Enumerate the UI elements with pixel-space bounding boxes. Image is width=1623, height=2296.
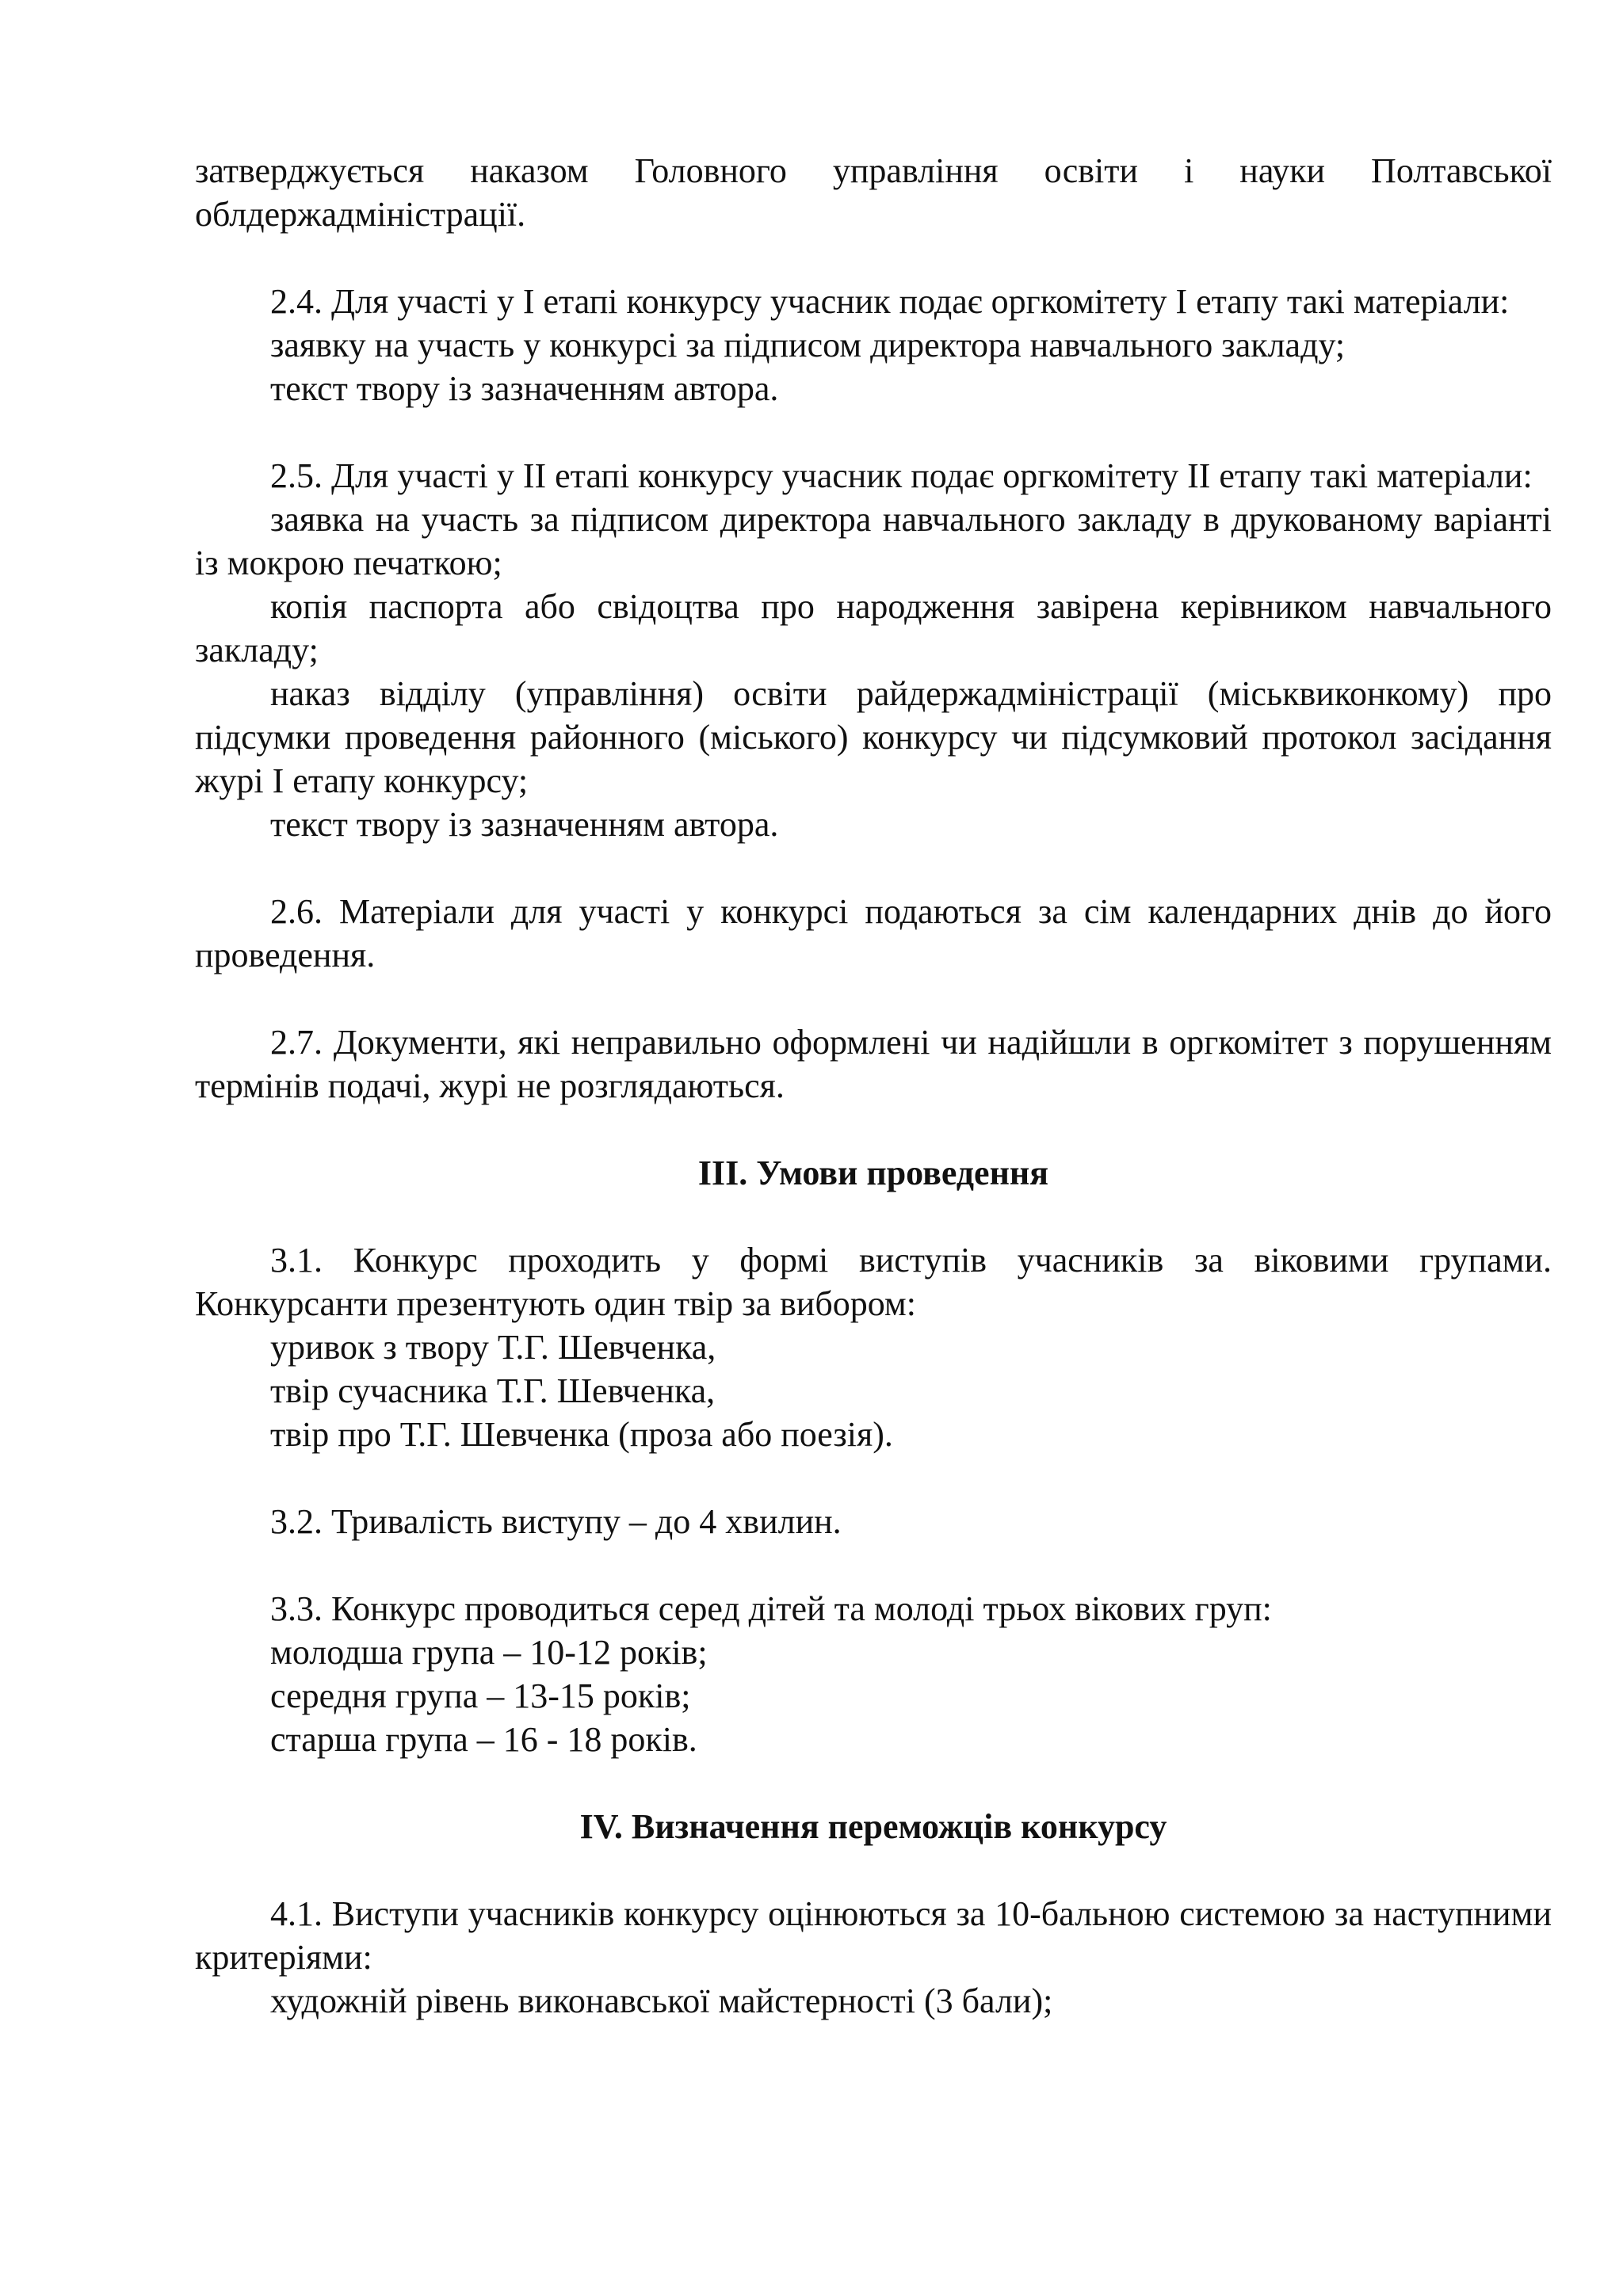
paragraph-2-6: 2.6. Матеріали для участі у конкурсі подаються за сім календарних днів до його проведення.	[195, 892, 1552, 974]
list-item: молодша група – 10-12 років;	[270, 1633, 708, 1672]
section-heading-iii: III. Умови проведення	[697, 1154, 1049, 1192]
document-page	[195, 149, 1552, 2023]
paragraph-2-4: 2.4. Для участі у I етапі конкурсу учасник подає оргкомітету I етапу такі матеріали:	[270, 282, 1510, 321]
list-item: заявку на участь у конкурсі за підписом директора навчального закладу;	[270, 326, 1346, 364]
paragraph-2-5: 2.5. Для участі у II етапі конкурсу учасник подає оргкомітету II етапу такі матеріали:	[270, 456, 1533, 495]
list-item: текст твору із зазначенням автора.	[270, 369, 779, 408]
paragraph-3-3: 3.3. Конкурс проводиться серед дітей та молоді трьох вікових груп:	[270, 1589, 1272, 1628]
list-item: художній рівень виконавської майстерності (3 бали);	[270, 1981, 1053, 2020]
list-item: твір про Т.Г. Шевченка (проза або поезія).	[270, 1415, 893, 1454]
list-item: твір сучасника Т.Г. Шевченка,	[270, 1371, 716, 1410]
list-item: наказ відділу (управління) освіти райдержадміністрації (міськвиконкому) про підсумки проведення районного (міського) конкурсу чи підсумковий протокол засідання журі I етапу конкурсу;	[195, 674, 1552, 800]
paragraph-intro: затверджується наказом Головного управління освіти і науки Полтавської облдержадміністрації.	[195, 151, 1552, 234]
paragraph-3-1: 3.1. Конкурс проходить у формі виступів учасників за віковими групами. Конкурсанти презентують один твір за вибором:	[195, 1241, 1552, 1323]
list-item: старша група – 16 - 18 років.	[270, 1720, 697, 1759]
list-item: уривок з твору Т.Г. Шевченка,	[270, 1328, 716, 1367]
list-item: заявка на участь за підписом директора навчального закладу в друкованому варіанті із мокрою печаткою;	[195, 500, 1552, 582]
paragraph-2-7: 2.7. Документи, які неправильно оформлені чи надійшли в оргкомітет з порушенням термінів подачі, журі не розглядаються.	[195, 1023, 1552, 1105]
paragraph-4-1: 4.1. Виступи учасників конкурсу оцінюються за 10-бальною системою за наступними критеріями:	[195, 1894, 1552, 1977]
list-item: середня група – 13-15 років;	[270, 1676, 691, 1715]
section-heading-iv: IV. Визначення переможців конкурсу	[579, 1807, 1167, 1846]
list-item: копія паспорта або свідоцтва про народження завірена керівником навчального закладу;	[195, 587, 1552, 669]
paragraph-3-2: 3.2. Тривалість виступу – до 4 хвилин.	[270, 1502, 842, 1541]
list-item: текст твору із зазначенням автора.	[270, 805, 779, 844]
